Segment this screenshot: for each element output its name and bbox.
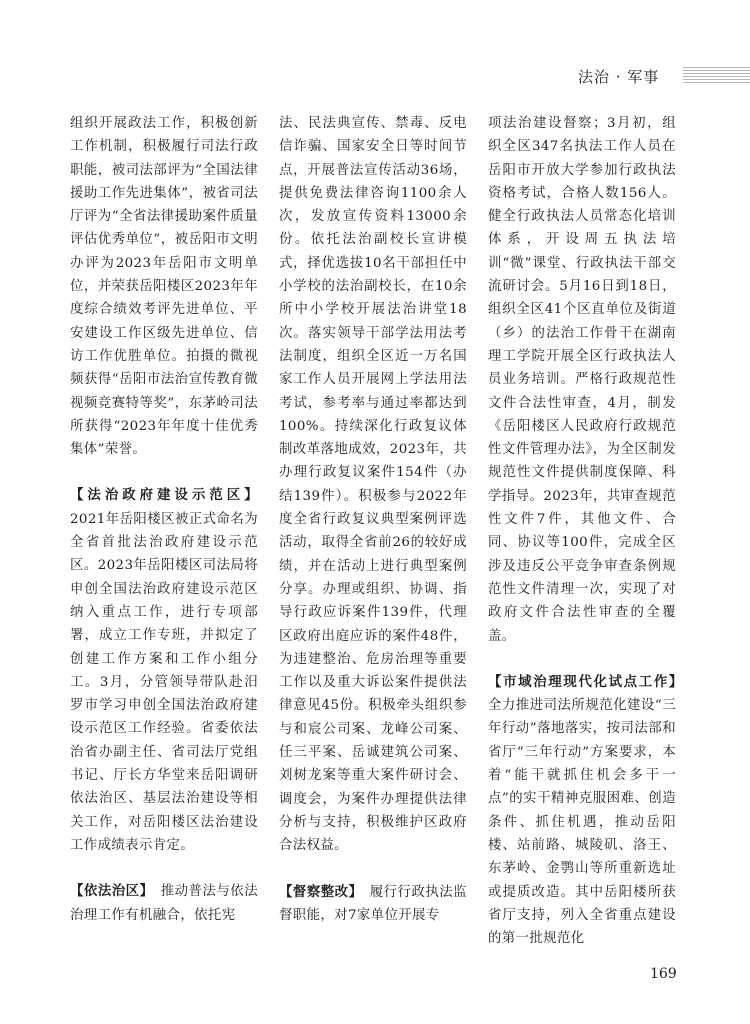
paragraph: 项法治建设督察；3月初，组织全区347名执法工作人员在岳阳市开放大学参加行政执法资格考试，合格人数156人。健全行政执法人员常态化培训体系，开设周五执法培训“微”课堂、行政执法干部交流研讨会。5月16日到18日，组织全区41个区直单位及街道（乡）的法治工作骨干在湖南理工学院开展全区行政执法人员业务培训。严格行政规范性文件合法性审查，4月，制发《岳阳楼区人民政府行政规范性文件管理办法》，为全区制发规范性文件提供制度保障、科学指导。2023年，共审查规范性文件7件，其他文件、合同、协议等100件，完成全区涉及违反公平竞争审查条例规范性文件清理一次，实现了对政府文件合法性审查的全覆盖。 — [488, 116, 676, 644]
header-rule-lines — [683, 67, 750, 83]
text-column-3 — [488, 112, 676, 950]
text-column-1 — [70, 112, 258, 927]
paragraph: 【依法治区】 推动普法与依法治理工作有机融合，依托宪 — [70, 883, 258, 923]
paragraph: 法、民法典宣传、禁毒、反电信诈骗、国家安全日等时间节点，开展普法宣传活动36场，提供免费法律咨询1100余人次，发放宣传资料13000余份。依托法治副校长宣讲模式，择优选拔10名干部担任中小学校的法治副校长，在10余所中小学校开展法治讲堂18次。落实领导干部学法用法考法制度，组织全区近一万名国家工作人员开展网上学法用法考试，参考率与通过率都达到100%。持续深化行政复议体制改革落地成效，2023年，共办理行政复议案件154件（办结139件）。积极参与2022年度全省行政复议典型案例评选活动，取得全省前26的较好成绩，并在活动上进行典型案例分享。办理或组织、协调、指导行政应诉案件139件，代理区政府出庭应诉的案件48件，为违建整治、危房治理等重要工作以及重大诉讼案件提供法律意见45份。积极牵头组织参与和宸公司案、龙峰公司案、任三平案、岳诚建筑公司案、刘树龙案等重大案件研讨会、调度会，为案件办理提供法律分析与支持，积极维护区政府合法权益。 — [279, 116, 467, 854]
paragraph: 【法治政府建设示范区】 2021年岳阳楼区被正式命名为全省首批法治政府建设示范区。2023年岳阳楼区司法局将申创全国法治政府建设示范区纳入重点工作，进行专项部署，成立工作专班，并拟定了创建工作方案和工作小组分工。3月，分管领导带队赴汨罗市学习申创全国法治政府建设示范区工作经验。省委依法治省办副主任、省司法厅党组书记、厅长方华堂来岳阳调研依法治区、基层法治建设等相关工作，对岳阳楼区法治建设工作成绩表示肯定。 — [70, 487, 258, 853]
text-column-2 — [279, 112, 467, 927]
page-number: 169 — [650, 966, 677, 982]
section-heading: 【市域治理现代化试点工作】 — [488, 673, 676, 690]
section-title: 法治 · 军事 — [578, 68, 660, 86]
section-heading: 【督察整改】 — [279, 883, 356, 900]
paragraph: 组织开展政法工作，积极创新工作机制，积极履行司法行政职能，被司法部评为“全国法律援助工作先进集体”，被省司法厅评为“全省法律援助案件质量评估优秀单位”，被岳阳市文明办评为2023年岳阳市文明单位，并荣获岳阳楼区2023年年度综合绩效考评先进单位、平安建设工作区级先进单位、信访工作优胜单位。拍摄的微视频获得“岳阳市法治宣传教育微视频竞赛特等奖”，东茅岭司法所获得“2023年年度十佳优秀集体”荣誉。 — [70, 116, 258, 458]
paragraph: 【市域治理现代化试点工作】 全力推进司法所规范化建设“三年行动”落地落实，按司法部和省厅“三年行动”方案要求，本着“能干就抓住机会多干一点”的实干精神克服困难、创造条件、抓住机遇，推动岳阳楼、站前路、城陵矶、洛王、东茅岭、金鹗山等所重新选址或提质改造。其中岳阳楼所获省厅支持，列入全省重点建设的第一批规范化 — [488, 673, 676, 947]
page-header — [0, 0, 750, 92]
paragraph: 【督察整改】 履行行政执法监督职能，对7家单位开展专 — [279, 883, 467, 923]
section-heading: 【法治政府建设示范区】 — [70, 487, 258, 504]
section-heading: 【依法治区】 — [70, 883, 147, 900]
